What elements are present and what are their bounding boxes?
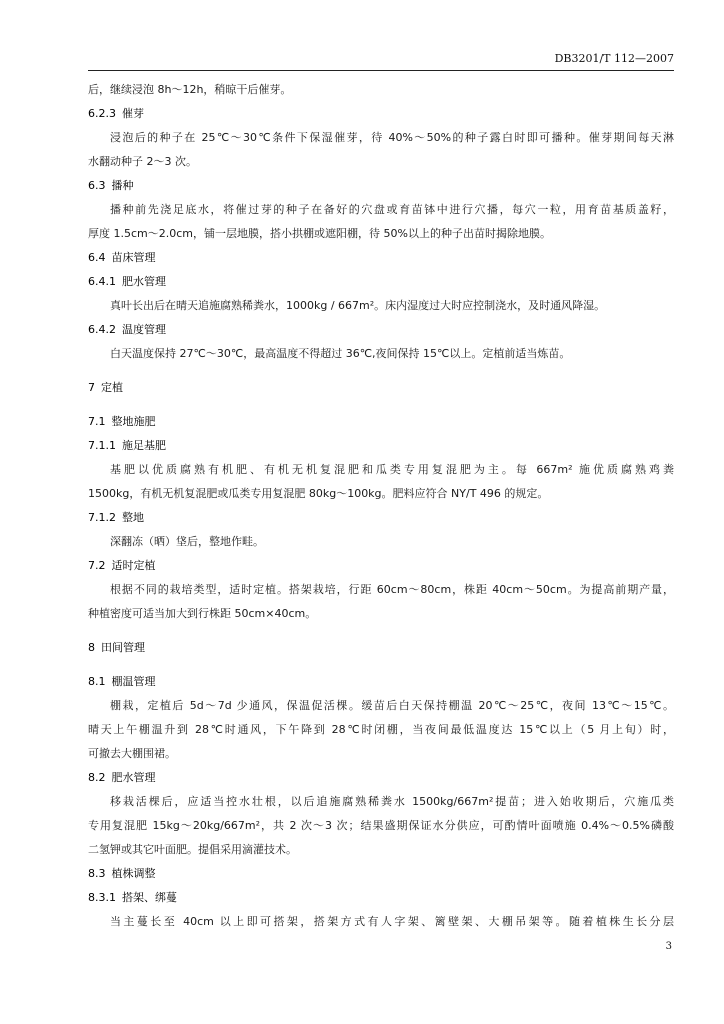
heading-title: 定植 (101, 381, 123, 394)
heading-8-3-1 (88, 886, 674, 910)
heading-title: 整地 (122, 511, 144, 524)
heading-title: 肥水管理 (122, 275, 166, 288)
heading-6-4-1 (88, 270, 674, 294)
paragraph-line: 当主蔓长至 40cm 以上即可搭架，搭架方式有人字架、篱壁架、大棚吊架等。随着植株生长分层 (110, 915, 674, 928)
heading-number: 7.1.2 (88, 511, 116, 524)
heading-number: 6.4.1 (88, 275, 116, 288)
heading-number: 7.1 (88, 415, 106, 428)
heading-title: 温度管理 (122, 323, 166, 336)
heading-6-4 (88, 246, 674, 270)
paragraph-line: 专用复混肥 15kg～20kg/667m²，共 2 次～3 次；结果盛期保证水分供应，可酌情叶面喷施 0.4%～0.5%磷酸 (88, 819, 674, 832)
heading-8-2 (88, 766, 674, 790)
heading-number: 8.2 (88, 771, 106, 784)
document-body (88, 78, 674, 934)
paragraph-line: 真叶长出后在晴天追施腐熟稀粪水，1000kg / 667m²。床内湿度过大时应控制浇水，及时通风降湿。 (110, 299, 606, 312)
heading-7-1-1 (88, 434, 674, 458)
heading-title: 肥水管理 (111, 771, 156, 784)
document-id: DB3201/T 112—2007 (554, 52, 674, 65)
heading-number: 7 (88, 381, 95, 394)
heading-title: 施足基肥 (122, 439, 166, 452)
heading-7-2 (88, 554, 674, 578)
heading-title: 播种 (111, 179, 134, 192)
heading-number: 6.3 (88, 179, 106, 192)
heading-number: 8.3 (88, 867, 106, 880)
heading-6-4-2 (88, 318, 674, 342)
heading-title: 苗床管理 (111, 251, 156, 264)
heading-title: 田间管理 (101, 641, 145, 654)
heading-7-1 (88, 410, 674, 434)
paragraph-line: 水翻动种子 2～3 次。 (88, 155, 197, 168)
heading-number: 6.2.3 (88, 107, 116, 120)
page-number: 3 (665, 941, 672, 952)
paragraph-line: 后，继续浸泡 8h～12h，稍晾干后催芽。 (88, 83, 292, 96)
heading-title: 整地施肥 (111, 415, 156, 428)
heading-number: 8 (88, 641, 95, 654)
heading-title: 催芽 (122, 107, 144, 120)
paragraph-line: 深翻冻（晒）垡后，整地作畦。 (110, 535, 264, 548)
header-rule (88, 70, 674, 71)
paragraph-line: 浸泡后的种子在 25℃～30℃条件下保湿催芽，待 40%～50%的种子露白时即可播种。催芽期间每天淋 (110, 131, 674, 144)
heading-number: 8.1 (88, 675, 106, 688)
heading-8-1 (88, 670, 674, 694)
paragraph-line: 种植密度可适当加大到行株距 50cm×40cm。 (88, 607, 317, 620)
paragraph-line: 白天温度保持 27℃～30℃，最高温度不得超过 36℃,夜间保持 15℃以上。定植前适当炼苗。 (110, 347, 571, 360)
heading-title: 棚温管理 (111, 675, 156, 688)
heading-7 (88, 376, 674, 400)
heading-6-2-3 (88, 102, 674, 126)
heading-number: 6.4.2 (88, 323, 116, 336)
heading-number: 7.2 (88, 559, 106, 572)
heading-8 (88, 636, 674, 660)
heading-title: 搭架、绑蔓 (122, 891, 177, 904)
paragraph-line: 厚度 1.5cm～2.0cm，铺一层地膜，搭小拱棚或遮阳棚，待 50%以上的种子出苗时揭除地膜。 (88, 227, 551, 240)
heading-number: 8.3.1 (88, 891, 116, 904)
paragraph-line: 1500kg，有机无机复混肥或瓜类专用复混肥 80kg～100kg。肥料应符合 NY/T 496 的规定。 (88, 487, 549, 500)
paragraph-line: 根据不同的栽培类型，适时定植。搭架栽培，行距 60cm～80cm，株距 40cm～50cm。为提高前期产量， (110, 583, 674, 596)
paragraph-line: 播种前先浇足底水，将催过芽的种子在备好的穴盘或育苗钵中进行穴播，每穴一粒，用育苗基质盖籽， (110, 203, 674, 216)
paragraph-line: 可撤去大棚围裙。 (88, 747, 176, 760)
heading-number: 7.1.1 (88, 439, 116, 452)
paragraph-line: 移栽活棵后，应适当控水壮根，以后追施腐熟稀粪水 1500kg/667m²提苗；进入始收期后，穴施瓜类 (110, 795, 674, 808)
heading-title: 植株调整 (111, 867, 156, 880)
paragraph-line: 基肥以优质腐熟有机肥、有机无机复混肥和瓜类专用复混肥为主。每 667m² 施优质腐熟鸡粪 (110, 463, 674, 476)
paragraph-line: 晴天上午棚温升到 28℃时通风，下午降到 28℃时闭棚，当夜间最低温度达 15℃以上（5 月上旬）时， (88, 723, 674, 736)
heading-title: 适时定植 (111, 559, 156, 572)
heading-number: 6.4 (88, 251, 106, 264)
heading-7-1-2 (88, 506, 674, 530)
heading-8-3 (88, 862, 674, 886)
paragraph-line: 棚栽，定植后 5d～7d 少通风，保温促活棵。缓苗后白天保持棚温 20℃～25℃，夜间 13℃～15℃。 (110, 699, 674, 712)
heading-6-3 (88, 174, 674, 198)
paragraph-line: 二氢钾或其它叶面肥。提倡采用滴灌技术。 (88, 843, 297, 856)
